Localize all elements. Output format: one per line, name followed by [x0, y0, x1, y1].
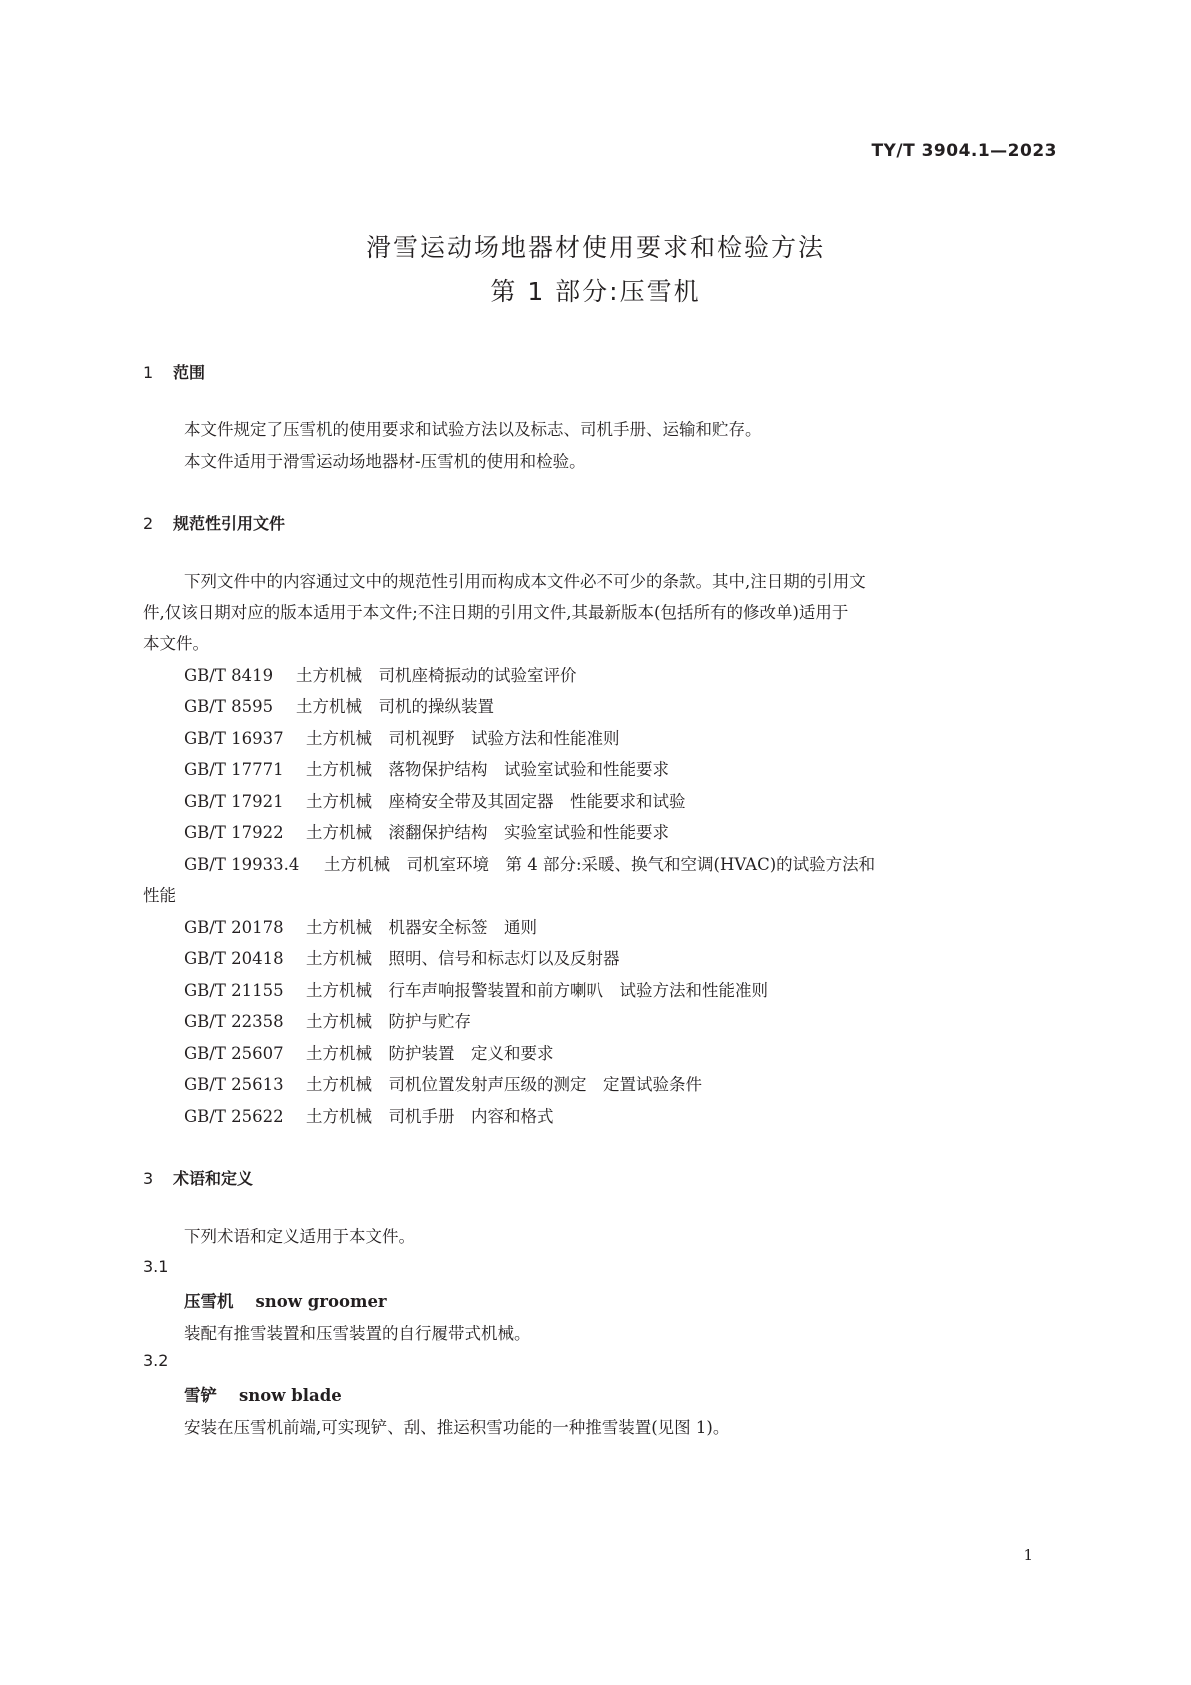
document-title-line1: 滑雪运动场地器材使用要求和检验方法 [365, 233, 825, 262]
reference-title: 土方机械 司机视野 试验方法和性能准则 [306, 729, 620, 748]
section-2-heading [143, 511, 285, 534]
reference-code: GB/T 17921 [184, 792, 284, 811]
section-number: 2 [143, 514, 154, 533]
reference-code: GB/T 25622 [184, 1107, 284, 1126]
reference-item [184, 693, 494, 717]
reference-title: 土方机械 行车声响报警装置和前方喇叭 试验方法和性能准则 [306, 981, 768, 1000]
reference-code: GB/T 20418 [184, 949, 284, 968]
reference-code: GB/T 25613 [184, 1075, 284, 1094]
reference-code: GB/T 8419 [184, 666, 274, 685]
scope-paragraph-1: 本文件规定了压雪机的使用要求和试验方法以及标志、司机手册、运输和贮存。 [184, 420, 762, 439]
term-english: snow groomer [255, 1292, 387, 1311]
reference-code: GB/T 25607 [184, 1044, 284, 1063]
term-number: 3.1 [143, 1257, 169, 1276]
reference-code: GB/T 21155 [184, 981, 284, 1000]
reference-item [184, 914, 537, 938]
term-chinese: 压雪机 [184, 1292, 234, 1311]
reference-continuation: 性能 [143, 886, 176, 905]
term-heading [184, 1382, 342, 1406]
section-title: 范围 [173, 363, 206, 382]
reference-title: 土方机械 落物保护结构 试验室试验和性能要求 [306, 760, 669, 779]
term-english: snow blade [239, 1386, 342, 1405]
reference-code: GB/T 16937 [184, 729, 284, 748]
reference-code: GB/T 19933.4 [184, 855, 300, 874]
reference-item [184, 756, 669, 780]
document-title-line2: 第 1 部分:压雪机 [490, 277, 701, 306]
reference-item [184, 1071, 702, 1095]
scope-paragraph-2: 本文件适用于滑雪运动场地器材-压雪机的使用和检验。 [184, 452, 586, 471]
page-number: 1 [1023, 1546, 1033, 1564]
section-number: 3 [143, 1169, 154, 1188]
reference-title: 土方机械 防护装置 定义和要求 [306, 1044, 554, 1063]
section-title: 术语和定义 [173, 1169, 254, 1188]
reference-item [184, 977, 768, 1001]
reference-code: GB/T 8595 [184, 697, 274, 716]
term-definition: 装配有推雪装置和压雪装置的自行履带式机械。 [184, 1324, 531, 1343]
reference-item [184, 851, 875, 875]
terms-intro: 下列术语和定义适用于本文件。 [184, 1227, 415, 1246]
section-1-heading [143, 360, 205, 383]
references-intro-line3: 本文件。 [143, 634, 209, 653]
reference-code: GB/T 20178 [184, 918, 284, 937]
section-title: 规范性引用文件 [173, 514, 286, 533]
references-intro-line1: 下列文件中的内容通过文中的规范性引用而构成本文件必不可少的条款。其中,注日期的引用文 [184, 572, 866, 591]
section-3-heading [143, 1166, 253, 1189]
reference-item [184, 1008, 471, 1032]
reference-item [184, 725, 620, 749]
reference-item [184, 662, 577, 686]
reference-title: 土方机械 司机室环境 第 4 部分:采暖、换气和空调(HVAC)的试验方法和 [324, 855, 876, 874]
reference-item [184, 819, 669, 843]
reference-item [184, 945, 620, 969]
reference-title: 土方机械 司机的操纵装置 [296, 697, 494, 716]
term-heading [184, 1288, 387, 1312]
term-chinese: 雪铲 [184, 1386, 217, 1405]
reference-title: 土方机械 司机位置发射声压级的测定 定置试验条件 [306, 1075, 702, 1094]
reference-item [184, 1103, 554, 1127]
reference-title: 土方机械 照明、信号和标志灯以及反射器 [306, 949, 620, 968]
term-definition: 安装在压雪机前端,可实现铲、刮、推运积雪功能的一种推雪装置(见图 1)。 [184, 1418, 730, 1437]
reference-title: 土方机械 机器安全标签 通则 [306, 918, 537, 937]
reference-title: 土方机械 司机手册 内容和格式 [306, 1107, 554, 1126]
reference-title: 土方机械 防护与贮存 [306, 1012, 471, 1031]
standard-code: TY/T 3904.1—2023 [871, 141, 1057, 161]
reference-code: GB/T 17922 [184, 823, 284, 842]
reference-item [184, 788, 686, 812]
reference-title: 土方机械 座椅安全带及其固定器 性能要求和试验 [306, 792, 686, 811]
references-intro-line2: 件,仅该日期对应的版本适用于本文件;不注日期的引用文件,其最新版本(包括所有的修改单)适用于 [143, 603, 849, 622]
reference-title: 土方机械 滚翻保护结构 实验室试验和性能要求 [306, 823, 669, 842]
reference-title: 土方机械 司机座椅振动的试验室评价 [296, 666, 577, 685]
reference-code: GB/T 17771 [184, 760, 284, 779]
section-number: 1 [143, 363, 154, 382]
term-number: 3.2 [143, 1351, 169, 1370]
reference-item [184, 1040, 554, 1064]
reference-code: GB/T 22358 [184, 1012, 284, 1031]
